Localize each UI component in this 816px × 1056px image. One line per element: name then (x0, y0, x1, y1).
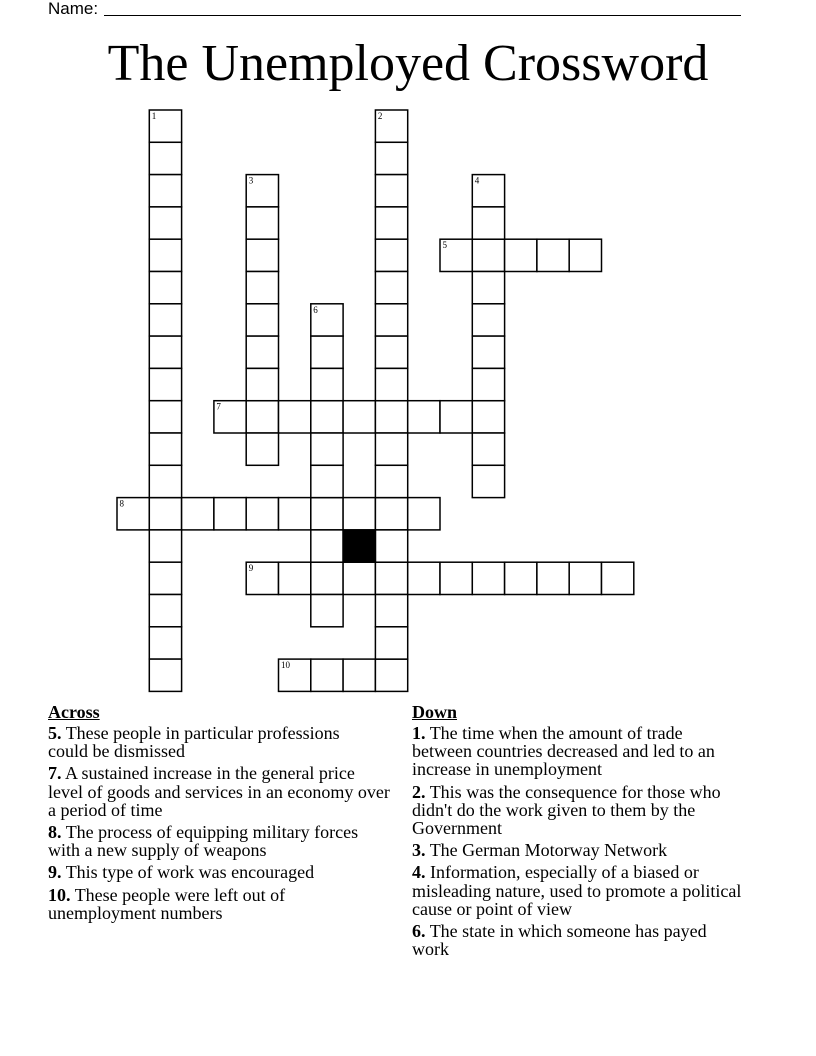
clue-across-9 (48, 863, 393, 881)
grid-cell (149, 433, 181, 465)
grid-cell (602, 562, 634, 594)
grid-cell (149, 465, 181, 497)
grid-cell (569, 239, 601, 271)
grid-cell (279, 562, 311, 594)
clue-text: These people in particular professions could be dismissed (48, 723, 340, 762)
grid-cell (472, 239, 504, 271)
grid-cell (537, 562, 569, 594)
grid-cell (472, 433, 504, 465)
grid-cell (375, 401, 407, 433)
crossword-grid (117, 110, 637, 694)
grid-cell (472, 336, 504, 368)
grid-cell (311, 336, 343, 368)
grid-cell (149, 207, 181, 239)
grid-cell (375, 530, 407, 562)
grid-cell (246, 239, 278, 271)
clue-across-10 (48, 886, 393, 922)
clue-down-6 (412, 922, 744, 958)
grid-cell (505, 562, 537, 594)
grid-cell (149, 336, 181, 368)
clue-text: This type of work was encouraged (65, 862, 315, 883)
clue-number: 5 . (48, 723, 62, 743)
grid-cell (246, 272, 278, 304)
grid-cell (311, 562, 343, 594)
grid-cell (246, 368, 278, 400)
clue-number: 3 . (412, 840, 426, 860)
grid-cell (246, 433, 278, 465)
grid-cell (311, 401, 343, 433)
grid-number-label: 3 (248, 175, 254, 186)
clue-text: The time when the amount of trade between countries decreased and led to an increase in unemployment (412, 723, 715, 780)
clue-text: A sustained increase in the general price level of goods and services in an economy over a period of time (48, 763, 390, 820)
across-clues (48, 703, 393, 926)
grid-cell (149, 175, 181, 207)
grid-cell (472, 368, 504, 400)
across-heading: Across (48, 702, 100, 722)
grid-cell (149, 562, 181, 594)
down-clues (412, 703, 744, 962)
grid-cell (408, 401, 440, 433)
clue-number: 4 . (412, 862, 426, 882)
grid-cell (375, 595, 407, 627)
page-title: The Unemployed Crossword (107, 35, 709, 92)
grid-cell (343, 562, 375, 594)
clue-text: Information, especially of a biased or misleading nature, used to promote a political cause or point of view (412, 862, 742, 919)
grid-number-label: 8 (119, 498, 124, 509)
grid-cell (149, 368, 181, 400)
grid-cell (246, 336, 278, 368)
clue-down-2 (412, 783, 744, 838)
clue-text: These people were left out of unemployment numbers (48, 884, 286, 923)
grid-cell (472, 562, 504, 594)
grid-number-label: 2 (377, 111, 383, 121)
grid-cell (343, 401, 375, 433)
grid-cell (375, 627, 407, 659)
clue-number: 2 . (412, 782, 426, 802)
grid-cell (408, 562, 440, 594)
clue-number: 10 . (48, 885, 71, 905)
grid-cell (343, 498, 375, 530)
grid-cell (375, 659, 407, 691)
clue-across-7 (48, 764, 393, 819)
grid-cell (311, 465, 343, 497)
grid-cell (149, 142, 181, 174)
grid-number-label: 5 (442, 240, 447, 251)
grid-cell (440, 562, 472, 594)
grid-cell (375, 368, 407, 400)
grid-cell (214, 498, 246, 530)
grid-cell (246, 207, 278, 239)
grid-cell (279, 401, 311, 433)
clue-text: The state in which someone has payed work (412, 921, 707, 960)
grid-cell (311, 659, 343, 691)
clue-across-5 (48, 724, 368, 760)
grid-cell (246, 498, 278, 530)
grid-number-label: 4 (474, 175, 480, 186)
grid-cell (375, 336, 407, 368)
grid-cell (375, 465, 407, 497)
grid-cell (569, 562, 601, 594)
clue-number: 7 . (48, 763, 62, 783)
clue-number: 8 . (48, 822, 62, 842)
clue-text: The process of equipping military forces with a new supply of weapons (48, 822, 359, 861)
grid-number-label: 1 (151, 111, 157, 121)
grid-cell (472, 465, 504, 497)
grid-cell (311, 368, 343, 400)
grid-cell (472, 272, 504, 304)
grid-cell (375, 175, 407, 207)
grid-cell (408, 498, 440, 530)
clue-number: 6 . (412, 921, 426, 941)
grid-cell (149, 272, 181, 304)
clue-down-3 (412, 841, 744, 859)
name-line (104, 15, 741, 16)
grid-number-label: 7 (216, 401, 221, 412)
grid-cell (149, 659, 181, 691)
clue-number: 1 . (412, 723, 426, 743)
grid-cell (537, 239, 569, 271)
grid-cell (149, 304, 181, 336)
grid-cell (311, 498, 343, 530)
grid-cell (375, 498, 407, 530)
clue-text: This was the consequence for those who didn't do the work given to them by the Government (412, 781, 721, 839)
grid-number-label: 9 (248, 563, 254, 574)
grid-cell (311, 433, 343, 465)
grid-cell (149, 239, 181, 271)
grid-cell (375, 239, 407, 271)
grid-cell (149, 498, 181, 530)
grid-cell (440, 401, 472, 433)
grid-cell (246, 304, 278, 336)
grid-cell (375, 433, 407, 465)
grid-number-label: 10 (281, 660, 290, 671)
grid-cell (472, 401, 504, 433)
grid-cell (375, 142, 407, 174)
grid-cell (149, 401, 181, 433)
grid-cell (149, 627, 181, 659)
grid-cell (279, 498, 311, 530)
grid-cell (505, 239, 537, 271)
clue-text: The German Motorway Network (429, 840, 668, 861)
grid-cell (246, 401, 278, 433)
grid-cell (149, 595, 181, 627)
grid-number-label: 6 (313, 304, 318, 315)
clue-down-4 (412, 863, 744, 918)
grid-cell (375, 304, 407, 336)
grid-cell (149, 530, 181, 562)
clue-number: 9 . (48, 862, 62, 882)
grid-cell (182, 498, 214, 530)
down-heading: Down (412, 702, 458, 722)
clue-down-1 (412, 724, 744, 779)
name-label: Name: (48, 0, 99, 18)
grid-cell (343, 659, 375, 691)
grid-cell (375, 272, 407, 304)
grid-cell (375, 562, 407, 594)
grid-cell (472, 304, 504, 336)
grid-cell (375, 207, 407, 239)
grid-cell (311, 530, 343, 562)
grid-cell (311, 595, 343, 627)
grid-cell (472, 207, 504, 239)
clue-across-8 (48, 823, 393, 859)
black-cell (343, 530, 375, 562)
